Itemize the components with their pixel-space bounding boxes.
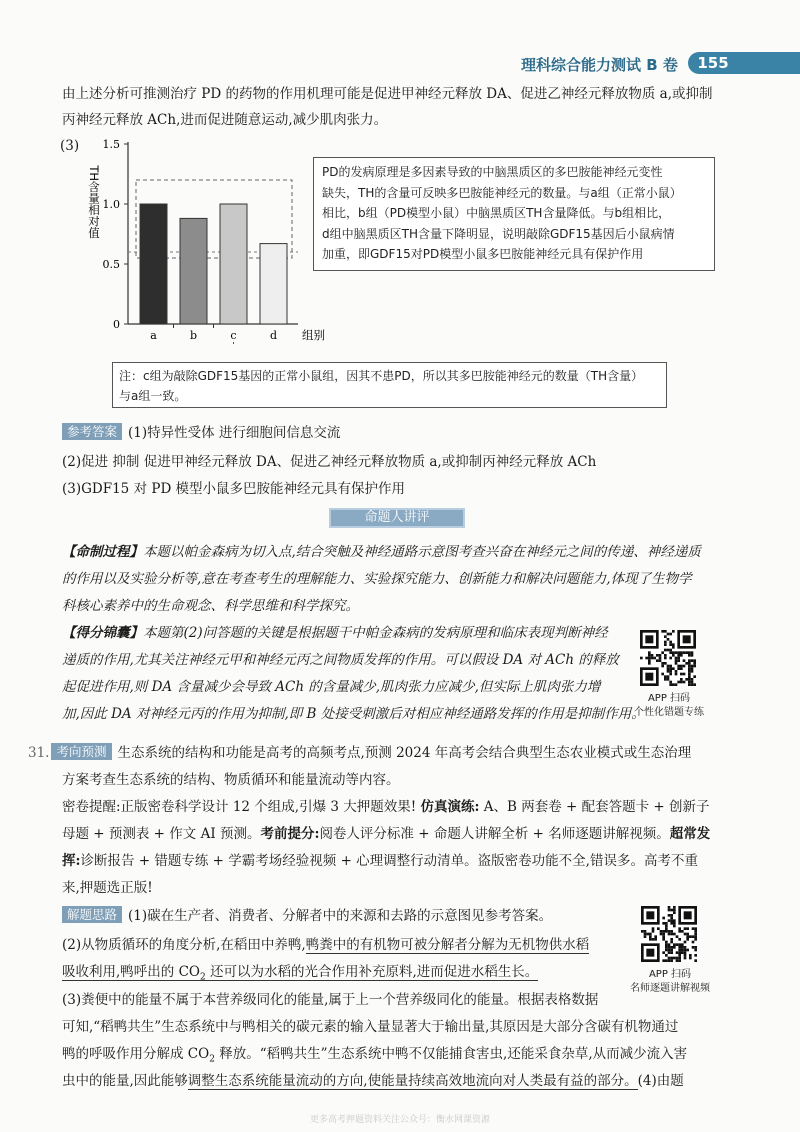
solve-text-2a: (2)从物质循环的角度分析,在稻田中养鸭,: [62, 937, 306, 953]
solve-text-6a: 鸭的呼吸作用分解成 CO: [62, 1046, 210, 1062]
answer-line-3: (3)GDF15 对 PD 模型小鼠多巴胺能神经元具有保护作用: [62, 481, 406, 497]
ad-text-1c: A、B 两套卷 + 配套答题卡 + 创新子: [479, 799, 710, 815]
ad-text-2c: 阅卷人评分标准 + 命题人讲解全析 + 名师逐题讲解视频。: [319, 826, 670, 842]
y-tick-label: 0: [113, 318, 120, 331]
annotation-line: 加重，即GDF15对PD模型小鼠多巴胺能神经元具有保护作用: [322, 247, 644, 261]
solve-line-5: 可知,“稻鸭共生”生态系统中与鸭相关的碳元素的输入量显著大于输出量,其原因是大部分含碳有机物通过: [62, 1019, 679, 1035]
qr-code-icon[interactable]: [640, 630, 696, 686]
note-line: 与a组一致。: [119, 389, 187, 403]
bar-chart: [80, 132, 330, 347]
chart-annotation-box: [313, 157, 715, 271]
y-tick-label: 0.5: [102, 258, 120, 271]
x-tick-label: c: [230, 329, 237, 342]
ad-line-4: 来,押题选正版!: [62, 880, 153, 896]
tips-line-1: [62, 623, 608, 643]
page-number: 155: [697, 54, 729, 72]
y-tick-label: 1.0: [102, 198, 120, 211]
x-tick-label: b: [189, 329, 198, 342]
ad-text-3a: 挥:: [62, 853, 81, 869]
q31-line-2: 方案考查生态系统的结构、物质循环和能量流动等内容。: [62, 772, 400, 788]
y-tick-label: 1.5: [102, 138, 120, 151]
tips-line-4: 加,因此 DA 对神经元丙的作用为抑制,即 B 处接受刺激后对相应神经通路发挥的作用是抑制作用。: [62, 706, 645, 722]
footer-watermark: 更多高考押题资料关注公众号：衡水网课资源: [309, 1115, 490, 1125]
process-line-2: 的作用以及实验分析等,意在考查考生的理解能力、实验探究能力、创新能力和解决问题能力,体现了生物学: [62, 571, 692, 587]
annotation-line: 缺失，TH的含量可反映多巴胺能神经元的数量。与a组（正常小鼠）: [322, 185, 682, 200]
annotation-line: PD的发病原理是多因素导致的中脑黑质区的多巴胺能神经元变性: [322, 165, 663, 179]
answer-line-2: (2)促进 抑制 促进甲神经元释放 DA、促进乙神经元释放物质 a,或抑制丙神经元释放 ACh: [62, 454, 597, 470]
solve-line-7: [62, 1071, 684, 1091]
tips-line-2: 递质的作用,尤其关注神经元甲和神经元丙之间物质发挥的作用。可以假设 DA 对 ACh 的释放: [62, 652, 619, 668]
qr-caption-2: 个性化错题专练: [634, 707, 704, 718]
answer-tag: 参考答案: [62, 423, 122, 440]
y-axis-label: TH含量相对值: [87, 165, 101, 239]
q31-forecast-tag: 考向预测: [51, 743, 111, 760]
solve-text-7b: 调整生态系统能量流动的方向,使能量持续高效地流向对人类最有益的部分。: [187, 1073, 638, 1089]
qr-caption-3: APP 扫码: [648, 969, 692, 980]
solve-text-3: [62, 964, 538, 981]
ad-text-3b: 诊断报告 + 错题专练 + 学霸考场经验视频 + 心理调整行动清单。盗版密卷功能不全,错误多。高考不重: [80, 853, 698, 869]
bar-a: [140, 204, 167, 324]
solve-text-7a: 虫中的能量,因此能够: [62, 1073, 188, 1089]
solve-text-6b: 释放。“稻鸭共生”生态系统中鸭不仅能捕食害虫,还能采食杂草,从而减少流入害: [214, 1046, 688, 1062]
x-axis-label: 组别: [302, 328, 325, 342]
ad-line-3: [62, 851, 698, 871]
solve-line-6: [62, 1044, 687, 1070]
note-line: 注：c组为敲除GDF15基因的正常小鼠组，因其不患PD，所以其多巴胺能神经元的数量（TH含量）: [119, 369, 644, 383]
solve-sub-3: 2: [199, 972, 206, 983]
process-line-3: 科核心素养中的生命观念、科学思维和科学探究。: [62, 598, 359, 614]
process-text-1: 本题以帕金森病为切入点,结合突触及神经通路示意图考查兴奋在神经元之间的传递、神经递质: [143, 544, 701, 560]
tips-title: 【得分锦囊】: [62, 625, 143, 641]
bar-d: [260, 244, 287, 324]
tips-text-1: 本题第(2)问答题的关键是根据题干中帕金森病的发病原理和临床表现判断神经: [143, 625, 608, 641]
ad-text-2a: 母题 + 预测表 + 作文 AI 预测。: [62, 826, 261, 842]
ad-line-2: [62, 824, 710, 844]
annotation-line: 相比，b组（PD模型小鼠）中脑黑质区TH含量降低。与b组相比，: [322, 206, 671, 220]
solve-text-3a: 吸收利用,鸭呼出的 CO: [62, 964, 200, 980]
ad-text-2b: 考前提分:: [260, 826, 320, 842]
q31-text-1: 生态系统的结构和功能是高考的高频考点,预测 2024 年高考会结合典型生态农业模式或生态治理: [117, 745, 692, 761]
ad-text-1b: 仿真演练:: [420, 799, 480, 815]
solve-line-3: [62, 962, 538, 988]
solve-line-2: [62, 935, 589, 955]
intro-line-2: 丙神经元释放 ACh,进而促进随意运动,减少肌肉张力。: [62, 112, 388, 128]
process-title: 【命制过程】: [62, 544, 143, 560]
solve-line-4: (3)粪便中的能量不属于本营养级同化的能量,属于上一个营养级同化的能量。根据表格数据: [62, 992, 599, 1008]
chart-note-box: [112, 362, 667, 408]
solve-text-3b: 还可以为水稻的光合作用补充原料,进而促进水稻生长。: [205, 964, 539, 980]
commentary-banner: 命题人讲评: [329, 508, 465, 528]
intro-line-1: 由上述分析可推测治疗 PD 的药物的作用机理可能是促进甲神经元释放 DA、促进乙神经元释放物质 a,或抑制: [62, 86, 713, 102]
qr-code-icon[interactable]: [641, 906, 697, 962]
qr-caption-1: APP 扫码: [647, 693, 691, 704]
tips-line-3: 起促进作用,则 DA 含量减少会导致 ACh 的含量减少,肌肉张力应减少,但实际上肌肉张力增: [62, 679, 601, 695]
solve-line-1: [62, 906, 552, 926]
solve-sub-6: 2: [209, 1054, 215, 1065]
bar-c: [220, 204, 247, 324]
q31-line-1: [28, 743, 691, 763]
annotation-line: d组中脑黑质区TH含量下降明显，说明敲除GDF15基因后小鼠病情: [322, 226, 675, 241]
solve-text-7c: (4)由题: [637, 1073, 684, 1089]
ad-text-2d: 超常发: [669, 826, 711, 842]
ad-line-1: [62, 797, 710, 817]
x-tick-label: a: [150, 329, 157, 342]
x-tick-label: d: [269, 329, 278, 342]
solve-text-2b: 鸭粪中的有机物可被分解者分解为无机物供水稻: [305, 937, 590, 953]
solve-text-1: (1)碳在生产者、消费者、分解者中的来源和去路的示意图见参考答案。: [128, 908, 553, 924]
bar-b: [180, 218, 207, 324]
chart-part-label: (3): [60, 138, 80, 154]
ad-text-1a: 密卷提醒:正版密卷科学设计 12 个组成,引爆 3 大押题效果!: [62, 799, 421, 815]
qr-caption-4: 名师逐题讲解视频: [630, 983, 710, 994]
answer-text-1: (1)特异性受体 进行细胞间信息交流: [128, 425, 341, 441]
page-header-title: 理科综合能力测试 B 卷: [521, 56, 678, 74]
process-line-1: [62, 542, 701, 562]
solve-tag: 解题思路: [62, 906, 122, 923]
q31-number: 31.: [28, 745, 50, 761]
answer-line-1: [62, 423, 340, 443]
